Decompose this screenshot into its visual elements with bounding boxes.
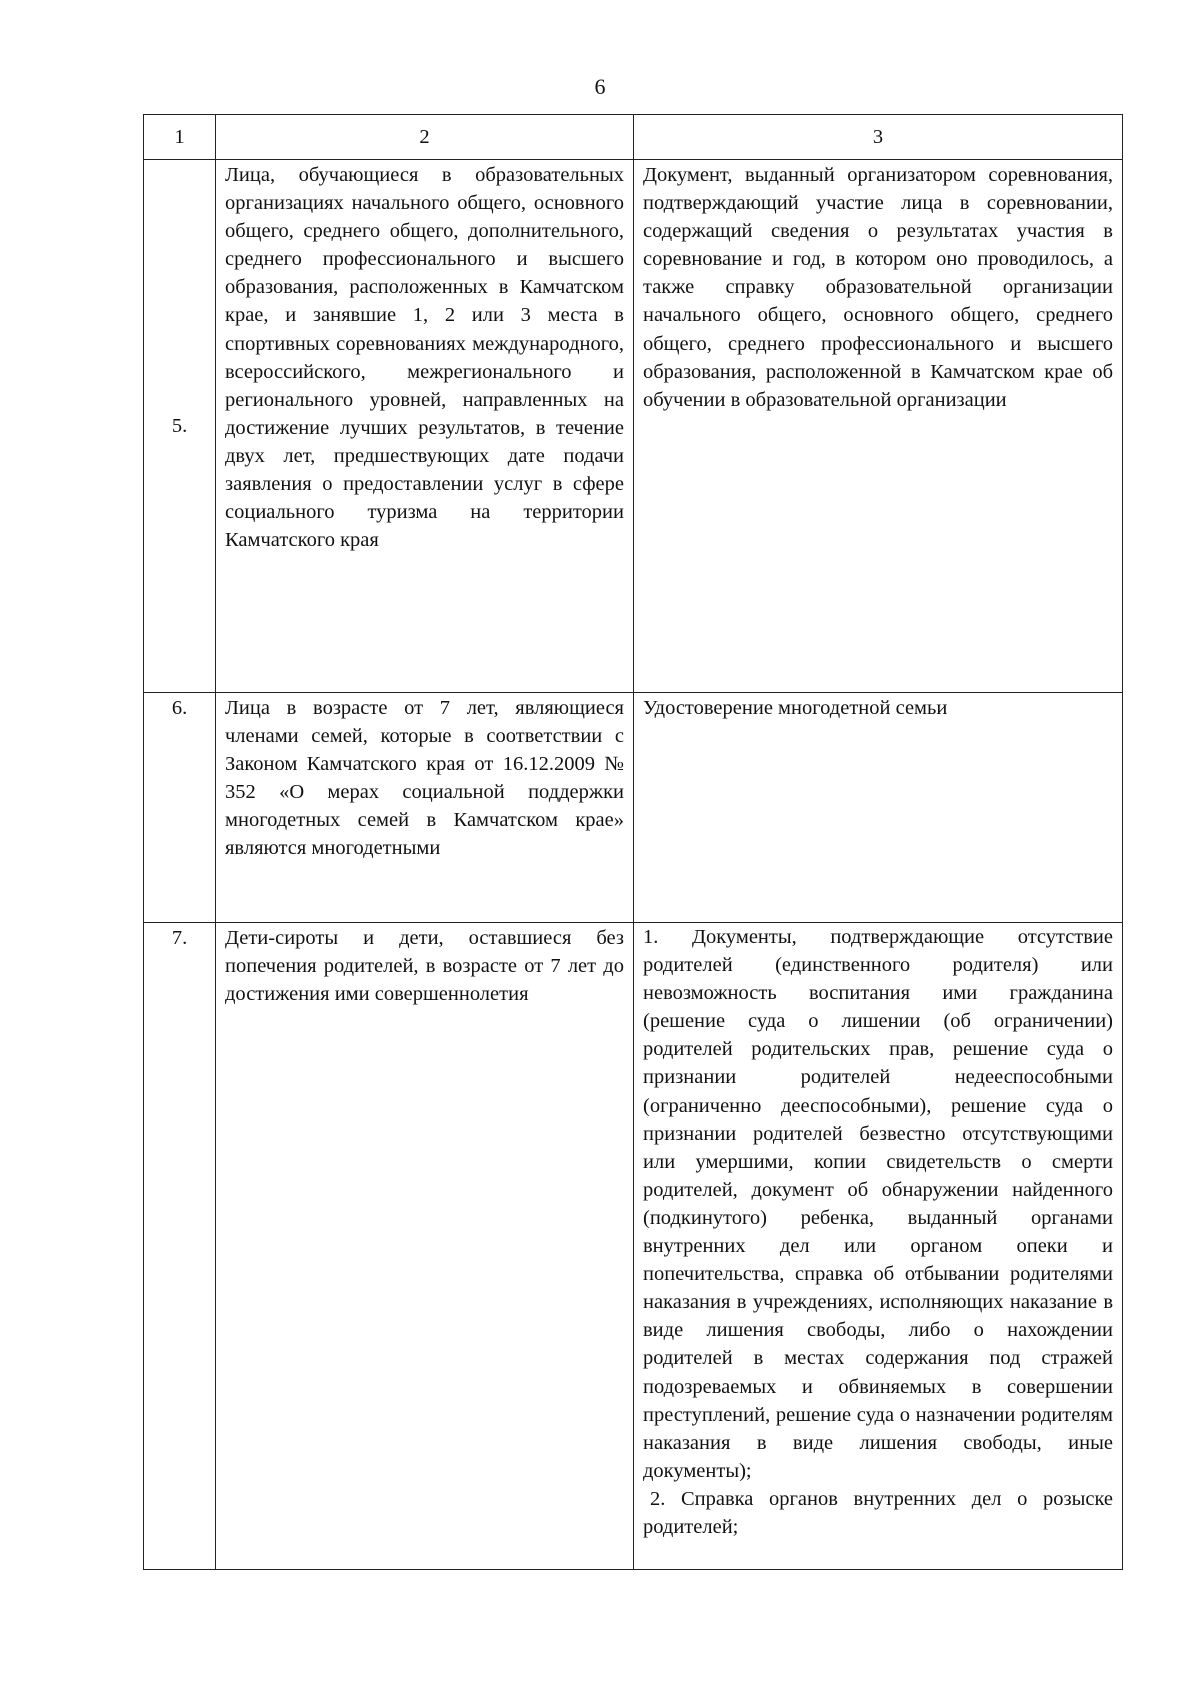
documents-cell [634,923,1123,1570]
documents-cell [634,160,1123,693]
header-col-1: 1 [144,115,216,160]
category-cell [216,923,634,1570]
documents-item-1: 1. Документы, подтверждающие отсутствие родителей (единственного родителя) или невозможность воспитания ими гражданина (решение суда о лишении (об ограничении) родителей родительских прав, решение суда о признании родителей недееспособными (ограниченно дееспособными), решение суда о признании родителей безвестно отсутствующими или умершими, копии свидетельств о смерти родителей, документ об обнаружении найденного (подкинутого) ребенка, выданный органами внутренних дел или органом опеки и попечительства, справка об отбывании родителями наказания в учреждениях, исполняющих наказание в виде лишения свободы, либо о нахождении родителей в местах содержания под стражей подозреваемых и обвиняемых в совершении преступлений, решение суда о назначении родителям наказания в виде лишения свободы, иные документы); [643,926,1113,1482]
table-row [144,693,1123,923]
category-text: Дети-сироты и дети, оставшиеся без попечения родителей, в возрасте от 7 лет до достижения ими совершеннолетия [225,927,624,1006]
table-row [144,923,1123,1570]
documents-text: Документ, выданный организатором соревнования, подтверждающий участие лица в соревновании, содержащий сведения о результатах участия в соревнование и год, в котором оно проводилось, а также справку образовательной организации начального общего, основного общего, среднего общего, среднего профессионального и высшего образования, расположенной в Камчатском крае об обучении в образовательной организации [643,164,1113,411]
row-number: 7. [144,923,216,1570]
category-cell [216,693,634,923]
documents-item-2: 2. Справка органов внутренних дел о розыске родителей; [643,1487,1113,1538]
category-cell [216,160,634,693]
documents-cell [634,693,1123,923]
documents-table [143,114,1123,1570]
header-col-3: 3 [634,115,1123,160]
row-number: 5. [144,160,216,693]
category-text: Лица в возрасте от 7 лет, являющиеся членами семей, которые в соответствии с Законом Камчатского края от 16.12.2009 № 352 «О мерах социальной поддержки многодетных семей в Камчатском крае» являются многодетными [225,697,624,860]
documents-text: Удостоверение многодетной семьи [643,697,948,719]
row-number: 6. [144,693,216,923]
table-header-row [144,115,1123,160]
category-text: Лица, обучающиеся в образовательных организациях начального общего, основного общего, среднего общего, дополнительного, среднего профессионального и высшего образования, расположенных в Камчатском крае, и занявшие 1, 2 или 3 места в спортивных соревнованиях международного, всероссийского, межрегионального и регионального уровней, направленных на достижение лучших результатов, в течение двух лет, предшествующих дате подачи заявления о предоставлении услуг в сфере социального туризма на территории Камчатского края [225,164,624,552]
header-col-2: 2 [216,115,634,160]
table-row [144,160,1123,693]
page-number: 6 [594,74,606,99]
